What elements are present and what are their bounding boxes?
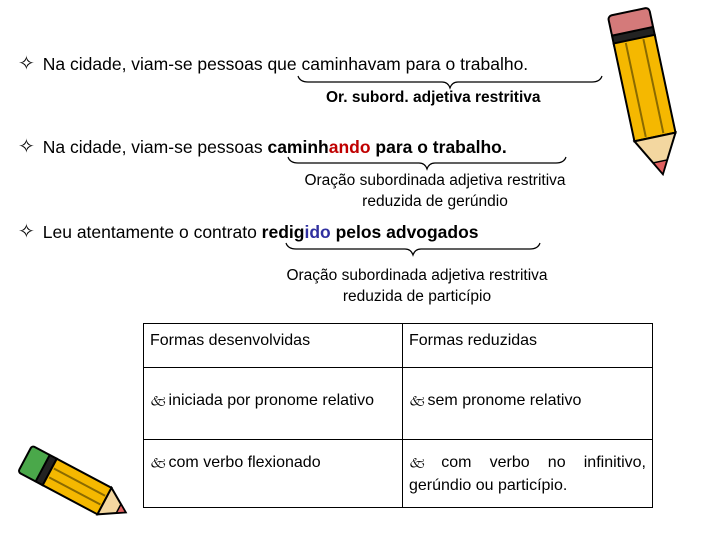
sentence-1-text: Na cidade, viam-se pessoas que caminhavam para o trabalho. — [42, 54, 529, 74]
caption-3 — [250, 265, 584, 307]
cell-text: iniciada por pronome relativo — [168, 392, 374, 409]
sentence-3 — [18, 219, 479, 243]
bullet-icon: 🙵 — [150, 456, 167, 471]
brace-icon — [286, 155, 568, 171]
star-bullet-icon: ✧ — [18, 134, 35, 158]
star-bullet-icon: ✧ — [18, 219, 35, 243]
caption-3-line2: reduzida de particípio — [342, 288, 492, 305]
bullet-icon: 🙵 — [409, 456, 440, 471]
gerund-suffix: ando — [328, 137, 371, 157]
table-cell — [403, 368, 653, 440]
caption-1: Or. subord. adjetiva restritiva — [326, 89, 541, 106]
cell-text: com verbo flexionado — [168, 454, 321, 471]
table-cell — [144, 368, 403, 440]
table-header-row — [144, 324, 653, 368]
caption-3-line1: Oração subordinada adjetiva restritiva — [286, 267, 548, 284]
table-row — [144, 440, 653, 508]
gerund-stem: caminh — [267, 137, 329, 157]
table-row — [144, 368, 653, 440]
sentence-2-prefix: Na cidade, viam-se pessoas — [42, 137, 268, 157]
cell-text: sem pronome relativo — [427, 392, 582, 409]
header-cell: Formas reduzidas — [403, 324, 653, 368]
pencil-icon — [0, 430, 140, 540]
sentence-1 — [18, 51, 528, 75]
sentence-2-rest: para o trabalho. — [370, 137, 507, 157]
participle-stem: redig — [261, 222, 305, 242]
caption-2-line1: Oração subordinada adjetiva restritiva — [304, 172, 566, 189]
sentence-3-prefix: Leu atentamente o contrato — [42, 222, 262, 242]
brace-icon — [296, 74, 604, 90]
cell-text: com verbo no infinitivo, gerúndio ou particípio. — [409, 454, 646, 494]
caption-2-line2: reduzida de gerúndio — [362, 193, 508, 210]
comparison-table — [143, 323, 653, 508]
star-bullet-icon: ✧ — [18, 51, 35, 75]
caption-2 — [270, 170, 600, 212]
participle-suffix: ido — [304, 222, 331, 242]
bullet-icon: 🙵 — [150, 394, 167, 409]
bullet-icon: 🙵 — [409, 394, 426, 409]
header-cell: Formas desenvolvidas — [144, 324, 403, 368]
sentence-3-rest: pelos advogados — [330, 222, 479, 242]
table-cell — [144, 440, 403, 508]
pencil-icon — [590, 0, 700, 180]
brace-icon — [284, 241, 542, 257]
table-cell — [403, 440, 653, 508]
